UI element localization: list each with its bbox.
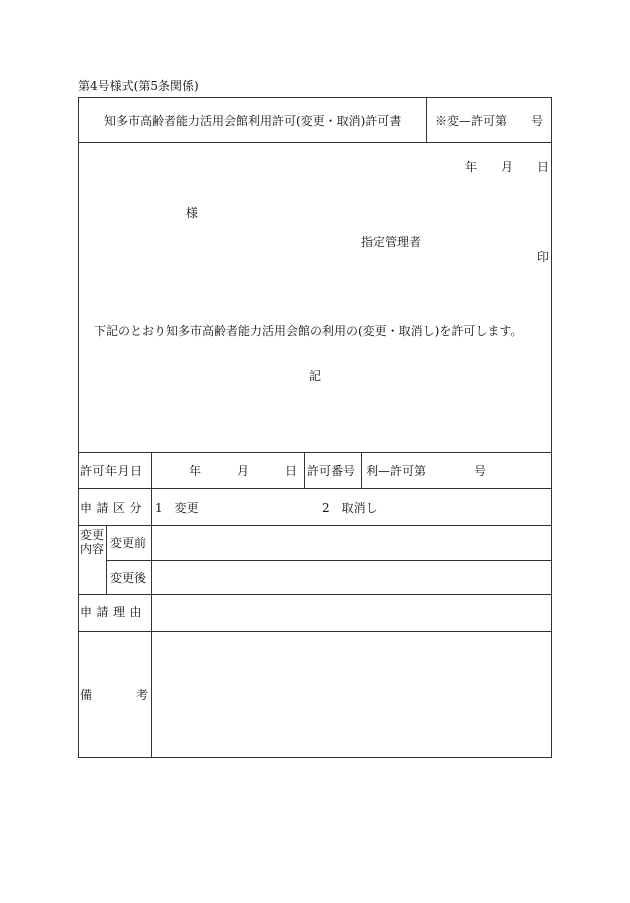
permit-number-field[interactable]: 利—許可第 号 <box>366 464 487 478</box>
change-content-label: 変更内容 <box>80 528 105 556</box>
remarks-label-2: 考 <box>136 688 149 702</box>
form-number: 第4号様式(第5条関係) <box>78 79 199 93</box>
row-line-2 <box>78 525 552 526</box>
option-change[interactable]: 1 変更 <box>155 501 199 515</box>
issuer-label: 指定管理者 <box>361 235 422 249</box>
after-change-label: 変更後 <box>110 571 147 585</box>
header-bottom-line <box>78 142 552 143</box>
seal-mark: 印 <box>537 250 550 264</box>
permit-date-label: 許可年月日 <box>80 464 143 478</box>
row-line-4 <box>78 594 552 595</box>
table-top-line <box>78 452 552 453</box>
label-column-line <box>151 452 152 758</box>
remarks-label-1: 備 <box>80 688 93 702</box>
apply-type-label: 申請区分 <box>80 501 147 515</box>
ki-label: 記 <box>309 369 322 383</box>
reason-label: 申請理由 <box>80 605 147 619</box>
header-divider <box>426 97 427 143</box>
form-title: 知多市高齢者能力活用会館利用許可(変更・取消)許可書 <box>104 114 402 128</box>
permit-no-left-line <box>304 452 305 488</box>
option-cancel[interactable]: 2 取消し <box>322 501 378 515</box>
row-line-5 <box>78 631 552 632</box>
permit-number-label: 許可番号 <box>307 464 356 478</box>
row-line-1 <box>78 488 552 489</box>
before-change-label: 変更前 <box>110 536 147 550</box>
permit-date-field[interactable]: 年 月 日 <box>189 464 298 478</box>
permit-no-right-line <box>361 452 362 488</box>
change-content-line <box>106 525 107 594</box>
addressee-suffix: 様 <box>186 206 199 220</box>
permit-number-box[interactable]: ※変—許可第 号 <box>435 114 544 128</box>
row-line-3 <box>106 560 552 561</box>
issue-date[interactable]: 年 月 日 <box>465 160 550 174</box>
form-frame <box>78 97 552 758</box>
body-text: 下記のとおり知多市高齢者能力活用会館の利用の(変更・取消し)を許可します。 <box>94 324 523 338</box>
